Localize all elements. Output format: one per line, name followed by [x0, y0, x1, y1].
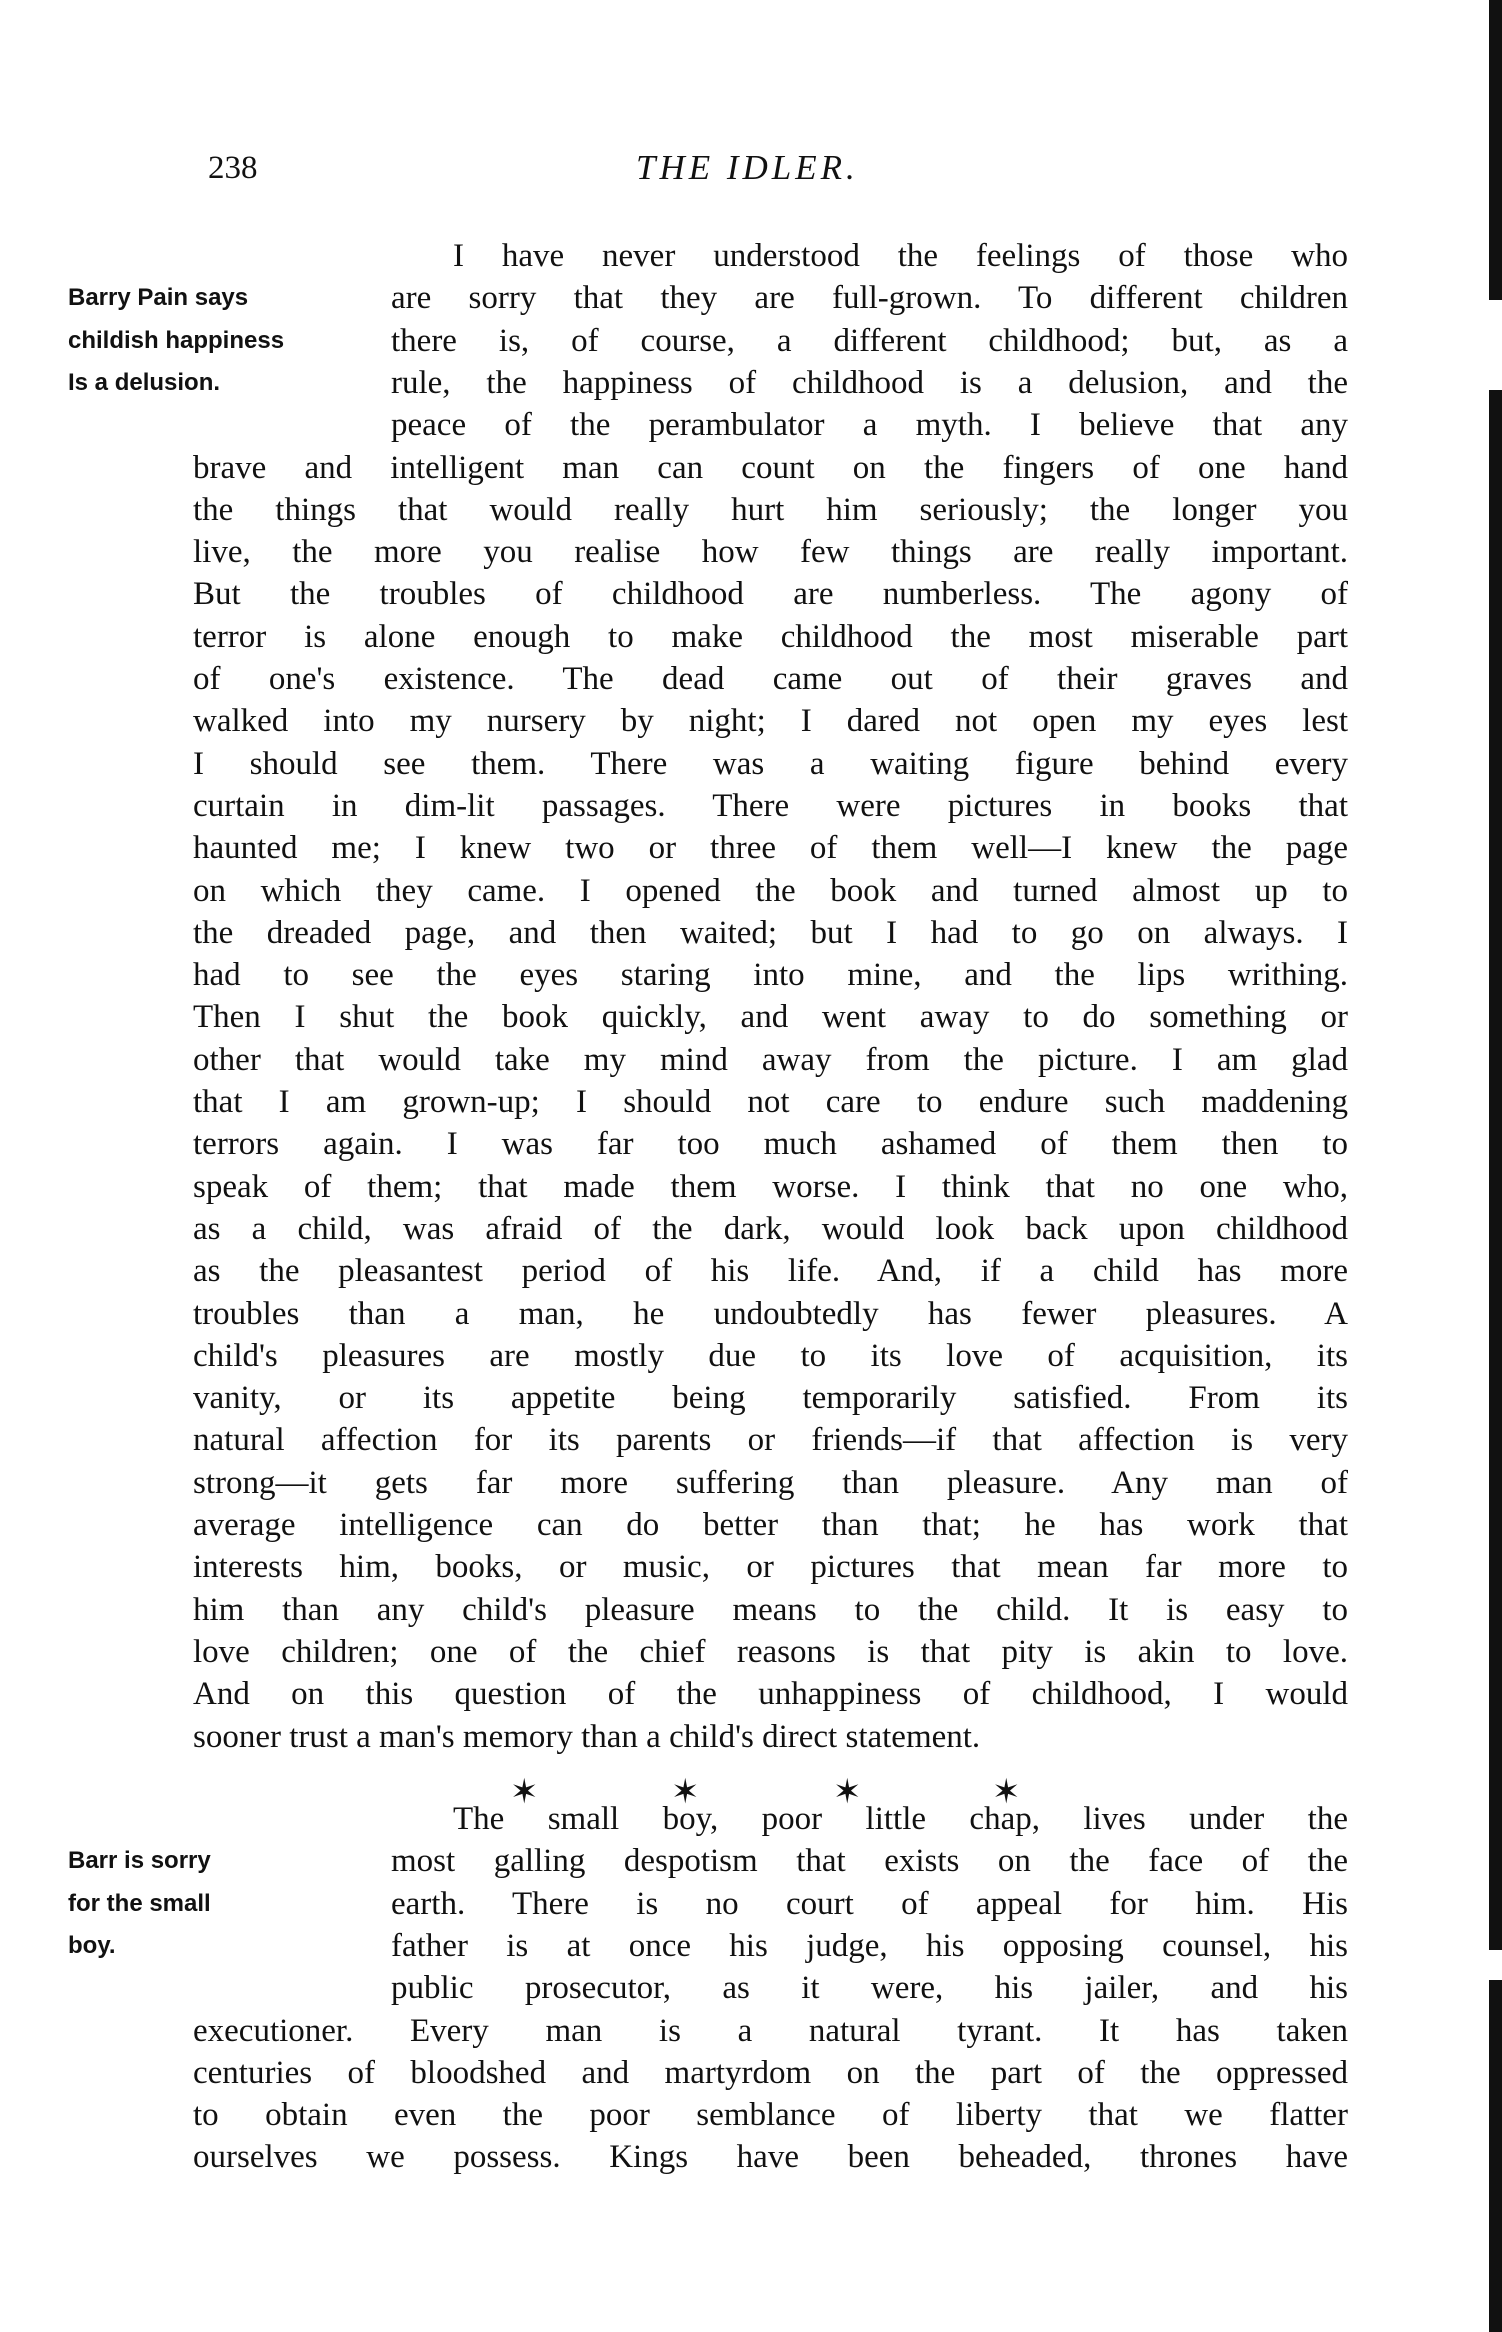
text-line: there is, of course, a different childhood; but, as a [391, 322, 1348, 359]
text-line: sooner trust a man's memory than a child's direct statement. [193, 1718, 981, 1755]
text-line: terror is alone enough to make childhood the most miserable part [193, 618, 1348, 655]
separator-star: ✶ [671, 1772, 700, 1812]
separator-star: ✶ [510, 1772, 539, 1812]
text-line: strong—it gets far more suffering than pleasure. Any man of [193, 1464, 1348, 1501]
sidenote-line: childish happiness [68, 326, 285, 354]
sidenote-line: boy. [68, 1931, 116, 1959]
text-line: of one's existence. The dead came out of their graves and [193, 661, 1348, 697]
text-line: I have never understood the feelings of those who [453, 238, 1348, 274]
text-line: Then I shut the book quickly, and went away to do something or [193, 999, 1348, 1036]
separator-star: ✶ [992, 1772, 1021, 1812]
text-line: brave and intelligent man can count on the fingers of one hand [193, 449, 1348, 486]
text-line: terrors again. I was far too much ashamed of them then to [193, 1126, 1348, 1163]
text-line: vanity, or its appetite being temporarily satisfied. From its [193, 1380, 1348, 1417]
text-line: walked into my nursery by night; I dared not open my eyes lest [193, 703, 1348, 740]
page-edge-gap [1489, 300, 1502, 390]
running-title: THE IDLER. [636, 148, 859, 187]
text-line: public prosecutor, as it were, his jailer, and his [391, 1970, 1348, 2007]
text-line: that I am grown-up; I should not care to endure such maddening [193, 1084, 1348, 1120]
text-line: to obtain even the poor semblance of liberty that we flatter [193, 2097, 1348, 2134]
text-line: peace of the perambulator a myth. I believe that any [391, 407, 1348, 444]
text-line: But the troubles of childhood are numberless. The agony of [193, 576, 1348, 613]
text-line: interests him, books, or music, or pictures that mean far more to [193, 1549, 1348, 1586]
text-line: as a child, was afraid of the dark, would look back upon childhood [193, 1210, 1348, 1247]
text-line: troubles than a man, he undoubtedly has fewer pleasures. A [193, 1295, 1348, 1332]
text-line: father is at once his judge, his opposing counsel, his [391, 1927, 1348, 1964]
text-line: rule, the happiness of childhood is a delusion, and the [391, 364, 1348, 401]
text-line: centuries of bloodshed and martyrdom on the part of the oppressed [193, 2054, 1348, 2091]
text-line: him than any child's pleasure means to the child. It is easy to [193, 1591, 1348, 1628]
text-line: executioner. Every man is a natural tyrant. It has taken [193, 2012, 1348, 2049]
text-line: live, the more you realise how few things are really important. [193, 534, 1348, 571]
text-line: love children; one of the chief reasons is that pity is akin to love. [193, 1633, 1348, 1670]
text-line: other that would take my mind away from the picture. I am glad [193, 1041, 1348, 1078]
text-line: earth. There is no court of appeal for him. His [391, 1885, 1348, 1922]
sidenote-line: Is a delusion. [68, 368, 221, 396]
text-line: child's pleasures are mostly due to its love of acquisition, its [193, 1337, 1348, 1374]
text-line: the things that would really hurt him seriously; the longer you [193, 491, 1348, 528]
text-line: ourselves we possess. Kings have been beheaded, thrones have [193, 2139, 1348, 2176]
text-line: natural affection for its parents or friends—if that affection is very [193, 1422, 1348, 1459]
text-line: on which they came. I opened the book and turned almost up to [193, 872, 1348, 909]
text-line: curtain in dim-lit passages. There were pictures in books that [193, 787, 1348, 824]
text-line: average intelligence can do better than that; he has work that [193, 1507, 1348, 1543]
page-edge-gap [1489, 1950, 1502, 1980]
separator-star: ✶ [833, 1772, 862, 1812]
sidenote-line: Barry Pain says [68, 284, 249, 312]
page-number: 238 [208, 150, 258, 186]
text-line: The small boy, poor little chap, lives under the [453, 1801, 1348, 1837]
text-line: speak of them; that made them worse. I think that no one who, [193, 1168, 1348, 1205]
sidenote-line: for the small [68, 1889, 211, 1917]
text-line: had to see the eyes staring into mine, and the lips writhing. [193, 957, 1348, 994]
sidenote-line: Barr is sorry [68, 1847, 211, 1875]
text-line: are sorry that they are full-grown. To different children [391, 280, 1348, 317]
text-line: most galling despotism that exists on the face of the [391, 1843, 1348, 1880]
text-line: as the pleasantest period of his life. And, if a child has more [193, 1253, 1348, 1290]
text-line: I should see them. There was a waiting figure behind every [193, 745, 1348, 782]
text-line: And on this question of the unhappiness of childhood, I would [193, 1676, 1348, 1713]
text-line: haunted me; I knew two or three of them well—I knew the page [193, 830, 1348, 867]
text-line: the dreaded page, and then waited; but I had to go on always. I [193, 914, 1348, 951]
